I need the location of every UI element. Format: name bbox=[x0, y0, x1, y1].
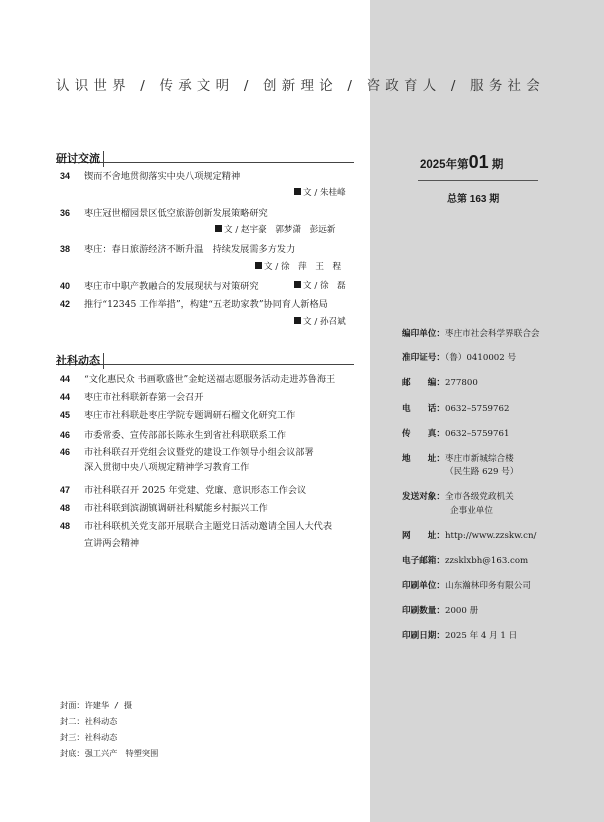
toc-author: 文 / 徐 磊 bbox=[294, 280, 346, 292]
info-row: 发送对象：全市各级党政机关 bbox=[402, 492, 514, 502]
motto: 认识世界 / 传承文明 / 创新理论 / 咨政育人 / 服务社会 bbox=[56, 78, 545, 94]
info-row: 准印证号：（鲁）0410002 号 bbox=[402, 353, 517, 363]
toc-author: 文 / 朱桂峰 bbox=[294, 187, 346, 199]
toc-item-continuation: 深入贯彻中央八项规定精神学习教育工作 bbox=[84, 462, 250, 473]
toc-item-continuation: 宣讲两会精神 bbox=[84, 538, 140, 549]
square-bullet-icon bbox=[294, 188, 301, 195]
toc-item[interactable]: 42 推行“12345 工作举措”，构建“五老助家教”协同育人新格局 bbox=[60, 299, 328, 310]
square-bullet-icon bbox=[294, 317, 301, 324]
toc-item[interactable]: 45 枣庄市社科联赴枣庄学院专题调研石榴文化研究工作 bbox=[60, 410, 296, 421]
square-bullet-icon bbox=[215, 225, 222, 232]
section-heading-news: 社科动态 bbox=[56, 349, 354, 365]
toc-item[interactable]: 48 市社科联机关党支部开展联合主题党日活动邀请全国人大代表 bbox=[60, 521, 333, 532]
info-row: 网 址：http://www.zzskw.cn/ bbox=[402, 531, 537, 541]
info-row-continuation: （民生路 629 号） bbox=[445, 467, 519, 477]
toc-item[interactable]: 44 “文化惠民众 书画歌盛世”金蛇送福志愿服务活动走进苏鲁海王 bbox=[60, 374, 336, 385]
toc-author: 文 / 徐 萍 王 程 bbox=[255, 261, 341, 273]
issue-number: 2025年第01 期 bbox=[420, 152, 504, 172]
toc-item[interactable]: 38 枣庄：春日旅游经济不断升温 持续发展需多方发力 bbox=[60, 244, 296, 255]
info-row-continuation: 企事业单位 bbox=[450, 506, 493, 516]
toc-author: 文 / 赵宇豪 郭梦潇 彭远新 bbox=[215, 224, 335, 236]
cover-credit: 封面：许建华 / 摄 bbox=[60, 700, 133, 710]
info-row: 电子邮箱：zzsklxbh@163.com bbox=[402, 556, 529, 566]
toc-item[interactable]: 36 枣庄冠世榴园景区低空旅游创新发展策略研究 bbox=[60, 208, 268, 219]
square-bullet-icon bbox=[294, 281, 301, 288]
toc-item[interactable]: 46 市社科联召开党组会议暨党的建设工作领导小组会议部署 bbox=[60, 447, 314, 458]
info-row: 印刷单位：山东瀚林印务有限公司 bbox=[402, 581, 531, 591]
toc-item[interactable]: 46 市委常委、宣传部部长陈永生到省社科联联系工作 bbox=[60, 430, 287, 441]
toc-item[interactable]: 48 市社科联到滨湖镇调研社科赋能乡村振兴工作 bbox=[60, 503, 268, 514]
info-row: 编印单位：枣庄市社会科学界联合会 bbox=[402, 329, 540, 339]
section-heading-discussion: 研讨交流 bbox=[56, 147, 354, 163]
info-row: 地 址：枣庄市新城综合楼 bbox=[402, 454, 514, 464]
back-cover-credit: 封底：强工兴产 特塑突围 bbox=[60, 748, 159, 758]
info-row: 传 真：0632–5759761 bbox=[402, 429, 510, 439]
toc-item[interactable]: 44 枣庄市社科联新春第一会召开 bbox=[60, 392, 204, 403]
inside-cover-credit: 封二：社科动态 bbox=[60, 716, 118, 726]
toc-author: 文 / 孙召斌 bbox=[294, 316, 346, 328]
toc-item[interactable]: 47 市社科联召开 2025 年党建、党廉、意识形态工作会议 bbox=[60, 485, 307, 496]
info-row: 印刷数量：2000 册 bbox=[402, 606, 479, 616]
inside-back-credit: 封三：社科动态 bbox=[60, 732, 118, 742]
info-row: 邮 编：277800 bbox=[402, 378, 478, 388]
issue-divider bbox=[418, 180, 538, 181]
toc-item[interactable]: 40 枣庄市中职产教融合的发展现状与对策研究 bbox=[60, 281, 259, 292]
info-row: 印刷日期：2025 年 4 月 1 日 bbox=[402, 631, 518, 641]
square-bullet-icon bbox=[255, 262, 262, 269]
toc-item[interactable]: 34 锲而不舍地贯彻落实中央八项规定精神 bbox=[60, 171, 241, 182]
info-row: 电 话：0632–5759762 bbox=[402, 404, 510, 414]
total-issue-number: 总第 163 期 bbox=[447, 194, 500, 205]
